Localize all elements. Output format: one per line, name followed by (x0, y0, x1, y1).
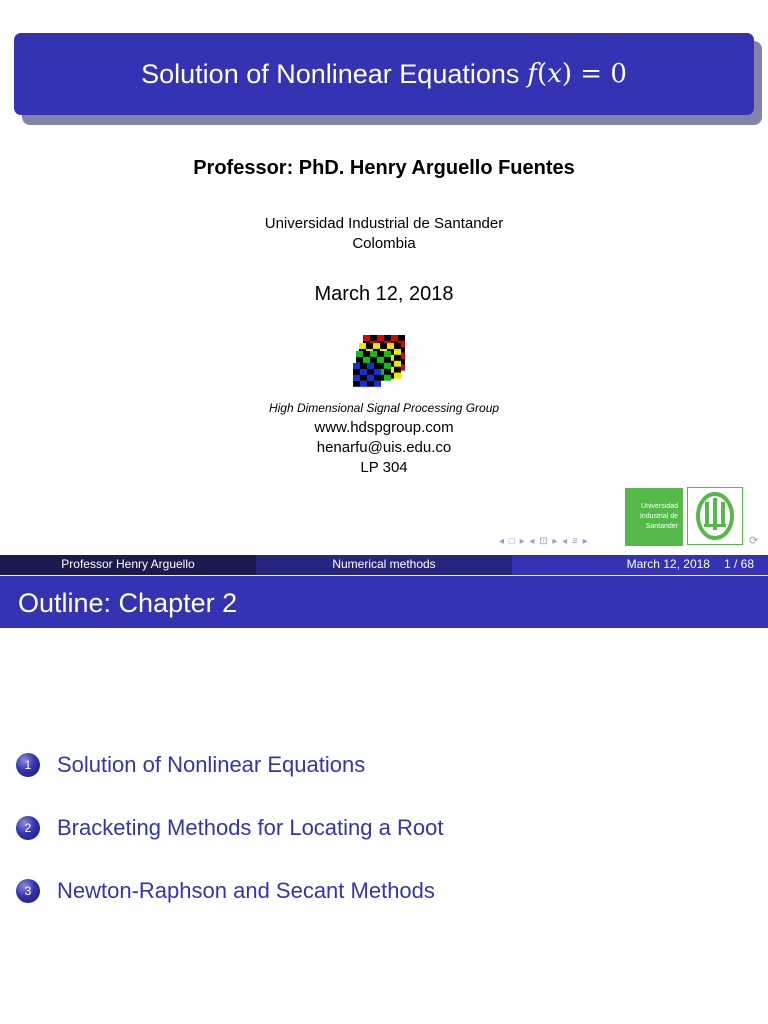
footer-author: Professor Henry Arguello (0, 555, 256, 575)
title-equation: f(x) = 0 (527, 59, 627, 89)
outline-item[interactable] (16, 815, 443, 841)
presentation-date: March 12, 2018 (314, 283, 454, 305)
outline-item-label[interactable]: Newton-Raphson and Secant Methods (57, 878, 435, 903)
footer-page-number: 1 / 68 (723, 557, 754, 571)
refresh-icon[interactable]: ⟳ (749, 535, 759, 547)
footer-course: Numerical methods (256, 555, 512, 575)
uis-logo-line: Universidad (641, 503, 678, 510)
footer-date: March 12, 2018 (626, 557, 710, 571)
uis-logo-text-block (625, 488, 683, 546)
uis-logo-line: Santander (645, 523, 678, 530)
outline-item-label[interactable]: Bracketing Methods for Locating a Root (57, 815, 444, 840)
institution-name: Universidad Industrial de Santander (264, 215, 504, 232)
footer-date-page (512, 555, 768, 575)
presentation-title (14, 33, 754, 115)
outline-item[interactable] (16, 752, 365, 778)
section-number-ball: 2 (16, 816, 40, 840)
section-number-ball: 3 (16, 879, 40, 903)
outline-item-label[interactable]: Solution of Nonlinear Equations (57, 752, 366, 777)
institution-country: Colombia (352, 235, 416, 252)
office-room: LP 304 (360, 459, 408, 476)
hdsp-group-logo (353, 335, 415, 393)
slide-footer (0, 555, 768, 575)
uis-emblem-icon (688, 488, 742, 544)
uis-emblem-logo (687, 487, 743, 545)
outline-item[interactable] (16, 878, 435, 904)
frame-title: Outline: Chapter 2 (0, 576, 768, 628)
group-website: www.hdspgroup.com (314, 419, 454, 436)
section-number-ball: 1 (16, 753, 40, 777)
title-text: Solution of Nonlinear Equations (141, 58, 520, 89)
group-name: High Dimensional Signal Processing Group (268, 401, 500, 415)
contact-email: henarfu@uis.edu.co (316, 439, 452, 456)
author-name: Professor: PhD. Henry Arguello Fuentes (193, 157, 575, 179)
beamer-navigation-symbols[interactable]: ◂ □ ▸ ◂ ⊡ ▸ ◂ ≡ ▸ (499, 536, 589, 547)
uis-logo-line: Industrial de (639, 513, 678, 520)
